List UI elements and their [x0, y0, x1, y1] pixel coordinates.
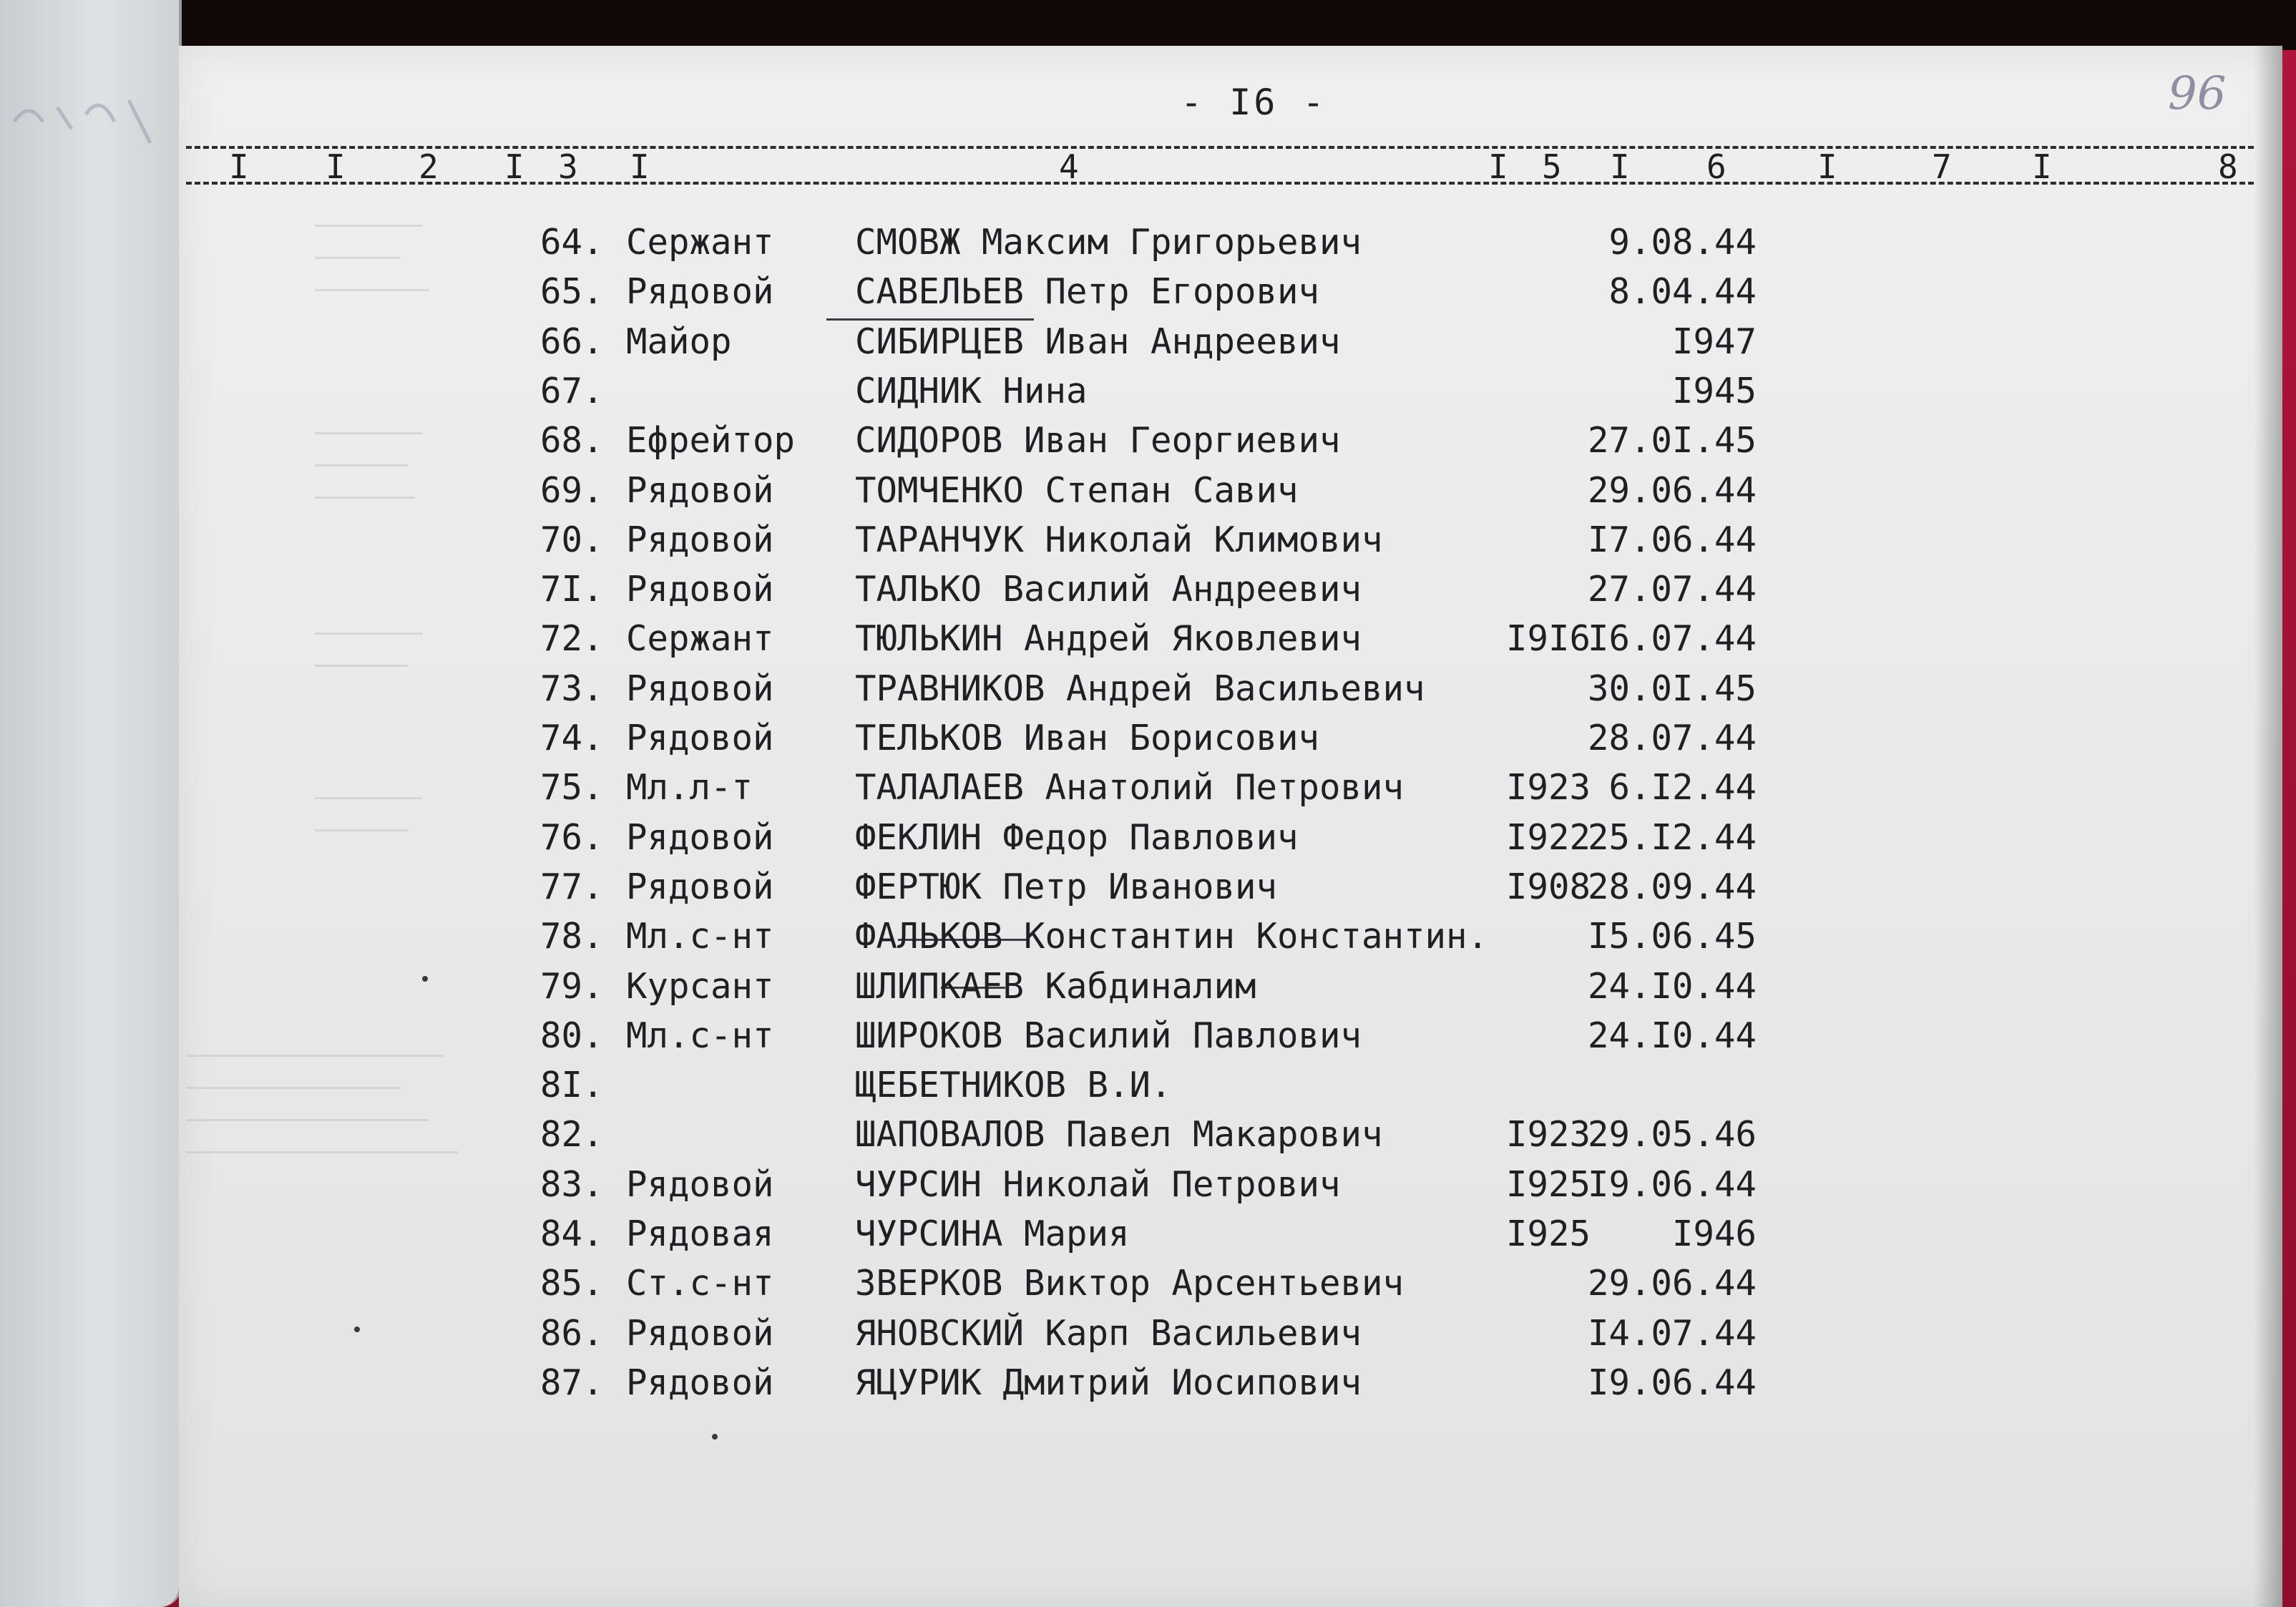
row-number: 74.: [540, 718, 604, 758]
rank-cell: Ст.с-нт: [626, 1263, 774, 1304]
date-cell: 29.06.44: [1587, 1263, 1757, 1304]
row-number: 83.: [540, 1164, 604, 1205]
record-row: [179, 515, 2282, 565]
rank-cell: Мл.л-т: [626, 767, 753, 808]
rank-cell: Рядовой: [626, 866, 774, 907]
name-cell: СИДОРОВ Иван Георгиевич: [855, 420, 1341, 461]
show-through-marks-svg: [7, 79, 165, 150]
date-cell: 24.I0.44: [1587, 1015, 1757, 1056]
row-number: 80.: [540, 1015, 604, 1056]
row-number: 82.: [540, 1114, 604, 1155]
name-cell: ФЕКЛИН Федор Павлович: [855, 817, 1299, 858]
birth-year-cell: I9I6: [1506, 618, 1591, 659]
date-cell: I946: [1671, 1213, 1757, 1254]
date-cell: 29.05.46: [1587, 1114, 1757, 1155]
date-cell: 6.I2.44: [1608, 767, 1757, 808]
record-row: [179, 962, 2282, 1012]
row-number: 78.: [540, 916, 604, 957]
record-row: [179, 317, 2282, 367]
row-number: 65.: [540, 271, 604, 312]
column-header-label: 7: [1932, 147, 1952, 186]
date-cell: 28.09.44: [1587, 866, 1757, 907]
record-row: [179, 1160, 2282, 1210]
rank-cell: Курсант: [626, 966, 774, 1007]
column-header-label: I: [1817, 147, 1837, 186]
record-row: [179, 1110, 2282, 1160]
rank-cell: Рядовая: [626, 1213, 774, 1254]
document-page: [179, 46, 2282, 1607]
name-cell: ФАЛЬКОВ Константин Константин.: [855, 916, 1489, 957]
rank-cell: Рядовой: [626, 817, 774, 858]
birth-year-cell: I923: [1506, 767, 1591, 808]
rank-cell: Рядовой: [626, 271, 774, 312]
birth-year-cell: I925: [1506, 1164, 1591, 1205]
column-header-label: I: [326, 147, 346, 186]
birth-year-cell: I923: [1506, 1114, 1591, 1155]
row-number: 77.: [540, 866, 604, 907]
row-number: 72.: [540, 618, 604, 659]
name-cell: СМОВЖ Максим Григорьевич: [855, 222, 1362, 263]
column-header-label: I: [2032, 147, 2052, 186]
record-row: [179, 466, 2282, 516]
row-number: 86.: [540, 1313, 604, 1354]
row-number: 76.: [540, 817, 604, 858]
record-row: [179, 614, 2282, 664]
date-cell: 25.I2.44: [1587, 817, 1757, 858]
rank-cell: Рядовой: [626, 519, 774, 560]
record-row: [179, 862, 2282, 912]
date-cell: I9.06.44: [1587, 1164, 1757, 1205]
date-cell: 29.06.44: [1587, 470, 1757, 511]
record-row: [179, 763, 2282, 813]
column-header-label: 6: [1706, 147, 1726, 186]
rank-cell: Рядовой: [626, 668, 774, 709]
row-number: 66.: [540, 321, 604, 362]
date-cell: I6.07.44: [1587, 618, 1757, 659]
archive-page-number: 96: [2168, 67, 2227, 120]
show-through-marks: [7, 79, 165, 150]
record-row: [179, 416, 2282, 466]
rank-cell: Майор: [626, 321, 732, 362]
name-cell: ЯНОВСКИЙ Карп Васильевич: [855, 1313, 1362, 1354]
name-cell: ТЮЛЬКИН Андрей Яковлевич: [855, 618, 1362, 659]
rank-cell: Рядовой: [626, 1362, 774, 1403]
date-cell: 27.07.44: [1587, 569, 1757, 610]
date-cell: I7.06.44: [1587, 519, 1757, 560]
record-row: [179, 267, 2282, 317]
page-number: - I6 -: [1181, 82, 1327, 123]
record-row: [179, 1358, 2282, 1408]
column-header-label: 8: [2218, 147, 2238, 186]
rank-cell: Рядовой: [626, 718, 774, 758]
record-row: [179, 813, 2282, 863]
date-cell: I4.07.44: [1587, 1313, 1757, 1354]
name-cell: ТЕЛЬКОВ Иван Борисович: [855, 718, 1320, 758]
row-number: 73.: [540, 668, 604, 709]
row-number: 70.: [540, 519, 604, 560]
row-number: 87.: [540, 1362, 604, 1403]
record-row: [179, 1011, 2282, 1061]
column-header-label: I: [229, 147, 249, 186]
record-row: [179, 664, 2282, 714]
ink-speck: [712, 1434, 718, 1440]
rank-cell: Рядовой: [626, 569, 774, 610]
row-number: 85.: [540, 1263, 604, 1304]
rank-cell: Рядовой: [626, 470, 774, 511]
name-cell: ЯЦУРИК Дмитрий Иосипович: [855, 1362, 1362, 1403]
name-cell: ЧУРСИН Николай Петрович: [855, 1164, 1341, 1205]
date-cell: I945: [1671, 371, 1757, 411]
rank-cell: Мл.с-нт: [626, 1015, 774, 1056]
rank-cell: Мл.с-нт: [626, 916, 774, 957]
column-header-label: I: [630, 147, 650, 186]
record-row: [179, 1209, 2282, 1259]
row-number: 79.: [540, 966, 604, 1007]
name-cell: ШЛИПКАЕВ Кабдиналим: [855, 966, 1256, 1007]
name-cell: ТАЛАЛАЕВ Анатолий Петрович: [855, 767, 1405, 808]
name-cell: САВЕЛЬЕВ Петр Егорович: [855, 271, 1320, 312]
date-cell: 8.04.44: [1608, 271, 1757, 312]
rank-cell: Рядовой: [626, 1164, 774, 1205]
name-cell: ШАПОВАЛОВ Павел Макарович: [855, 1114, 1383, 1155]
row-number: 7I.: [540, 569, 604, 610]
record-row: [179, 1259, 2282, 1309]
rank-cell: Сержант: [626, 618, 774, 659]
date-cell: 30.0I.45: [1587, 668, 1757, 709]
left-page: [0, 0, 182, 1607]
record-row: [179, 713, 2282, 763]
name-cell: ФЕРТЮК Петр Иванович: [855, 866, 1278, 907]
name-cell: ЧУРСИНА Мария: [855, 1213, 1130, 1254]
birth-year-cell: I908: [1506, 866, 1591, 907]
rank-cell: Ефрейтор: [626, 420, 796, 461]
date-cell: I9.06.44: [1587, 1362, 1757, 1403]
birth-year-cell: I922: [1506, 817, 1591, 858]
column-header-label: I: [504, 147, 524, 186]
background-edge: [0, 0, 2296, 50]
column-header-label: 4: [1059, 147, 1079, 186]
name-cell: ТОМЧЕНКО Степан Савич: [855, 470, 1299, 511]
date-cell: 27.0I.45: [1587, 420, 1757, 461]
row-number: 68.: [540, 420, 604, 461]
record-row: [179, 1309, 2282, 1359]
column-header-label: 2: [419, 147, 439, 186]
name-cell: ШИРОКОВ Василий Павлович: [855, 1015, 1362, 1056]
row-number: 84.: [540, 1213, 604, 1254]
birth-year-cell: I925: [1506, 1213, 1591, 1254]
column-header-label: I: [1610, 147, 1630, 186]
column-header-label: 3: [558, 147, 578, 186]
name-cell: ТАЛЬКО Василий Андреевич: [855, 569, 1362, 610]
row-number: 8I.: [540, 1065, 604, 1105]
name-cell: СИБИРЦЕВ Иван Андреевич: [855, 321, 1341, 362]
name-cell: ТРАВНИКОВ Андрей Васильевич: [855, 668, 1425, 709]
name-cell: ТАРАНЧУК Николай Климович: [855, 519, 1383, 560]
date-cell: I947: [1671, 321, 1757, 362]
record-row: [179, 565, 2282, 615]
record-row: [179, 912, 2282, 962]
column-header-label: I: [1488, 147, 1508, 186]
date-cell: 9.08.44: [1608, 222, 1757, 263]
record-row: [179, 1060, 2282, 1110]
rank-cell: Рядовой: [626, 1313, 774, 1354]
name-cell: СИДНИК Нина: [855, 371, 1088, 411]
column-header-label: 5: [1542, 147, 1562, 186]
date-cell: I5.06.45: [1587, 916, 1757, 957]
name-cell: ЩЕБЕТНИКОВ В.И.: [855, 1065, 1172, 1105]
row-number: 75.: [540, 767, 604, 808]
record-row: [179, 366, 2282, 416]
row-number: 67.: [540, 371, 604, 411]
record-row: [179, 218, 2282, 268]
rank-cell: Сержант: [626, 222, 774, 263]
row-number: 64.: [540, 222, 604, 263]
row-number: 69.: [540, 470, 604, 511]
name-cell: ЗВЕРКОВ Виктор Арсентьевич: [855, 1263, 1405, 1304]
date-cell: 28.07.44: [1587, 718, 1757, 758]
date-cell: 24.I0.44: [1587, 966, 1757, 1007]
